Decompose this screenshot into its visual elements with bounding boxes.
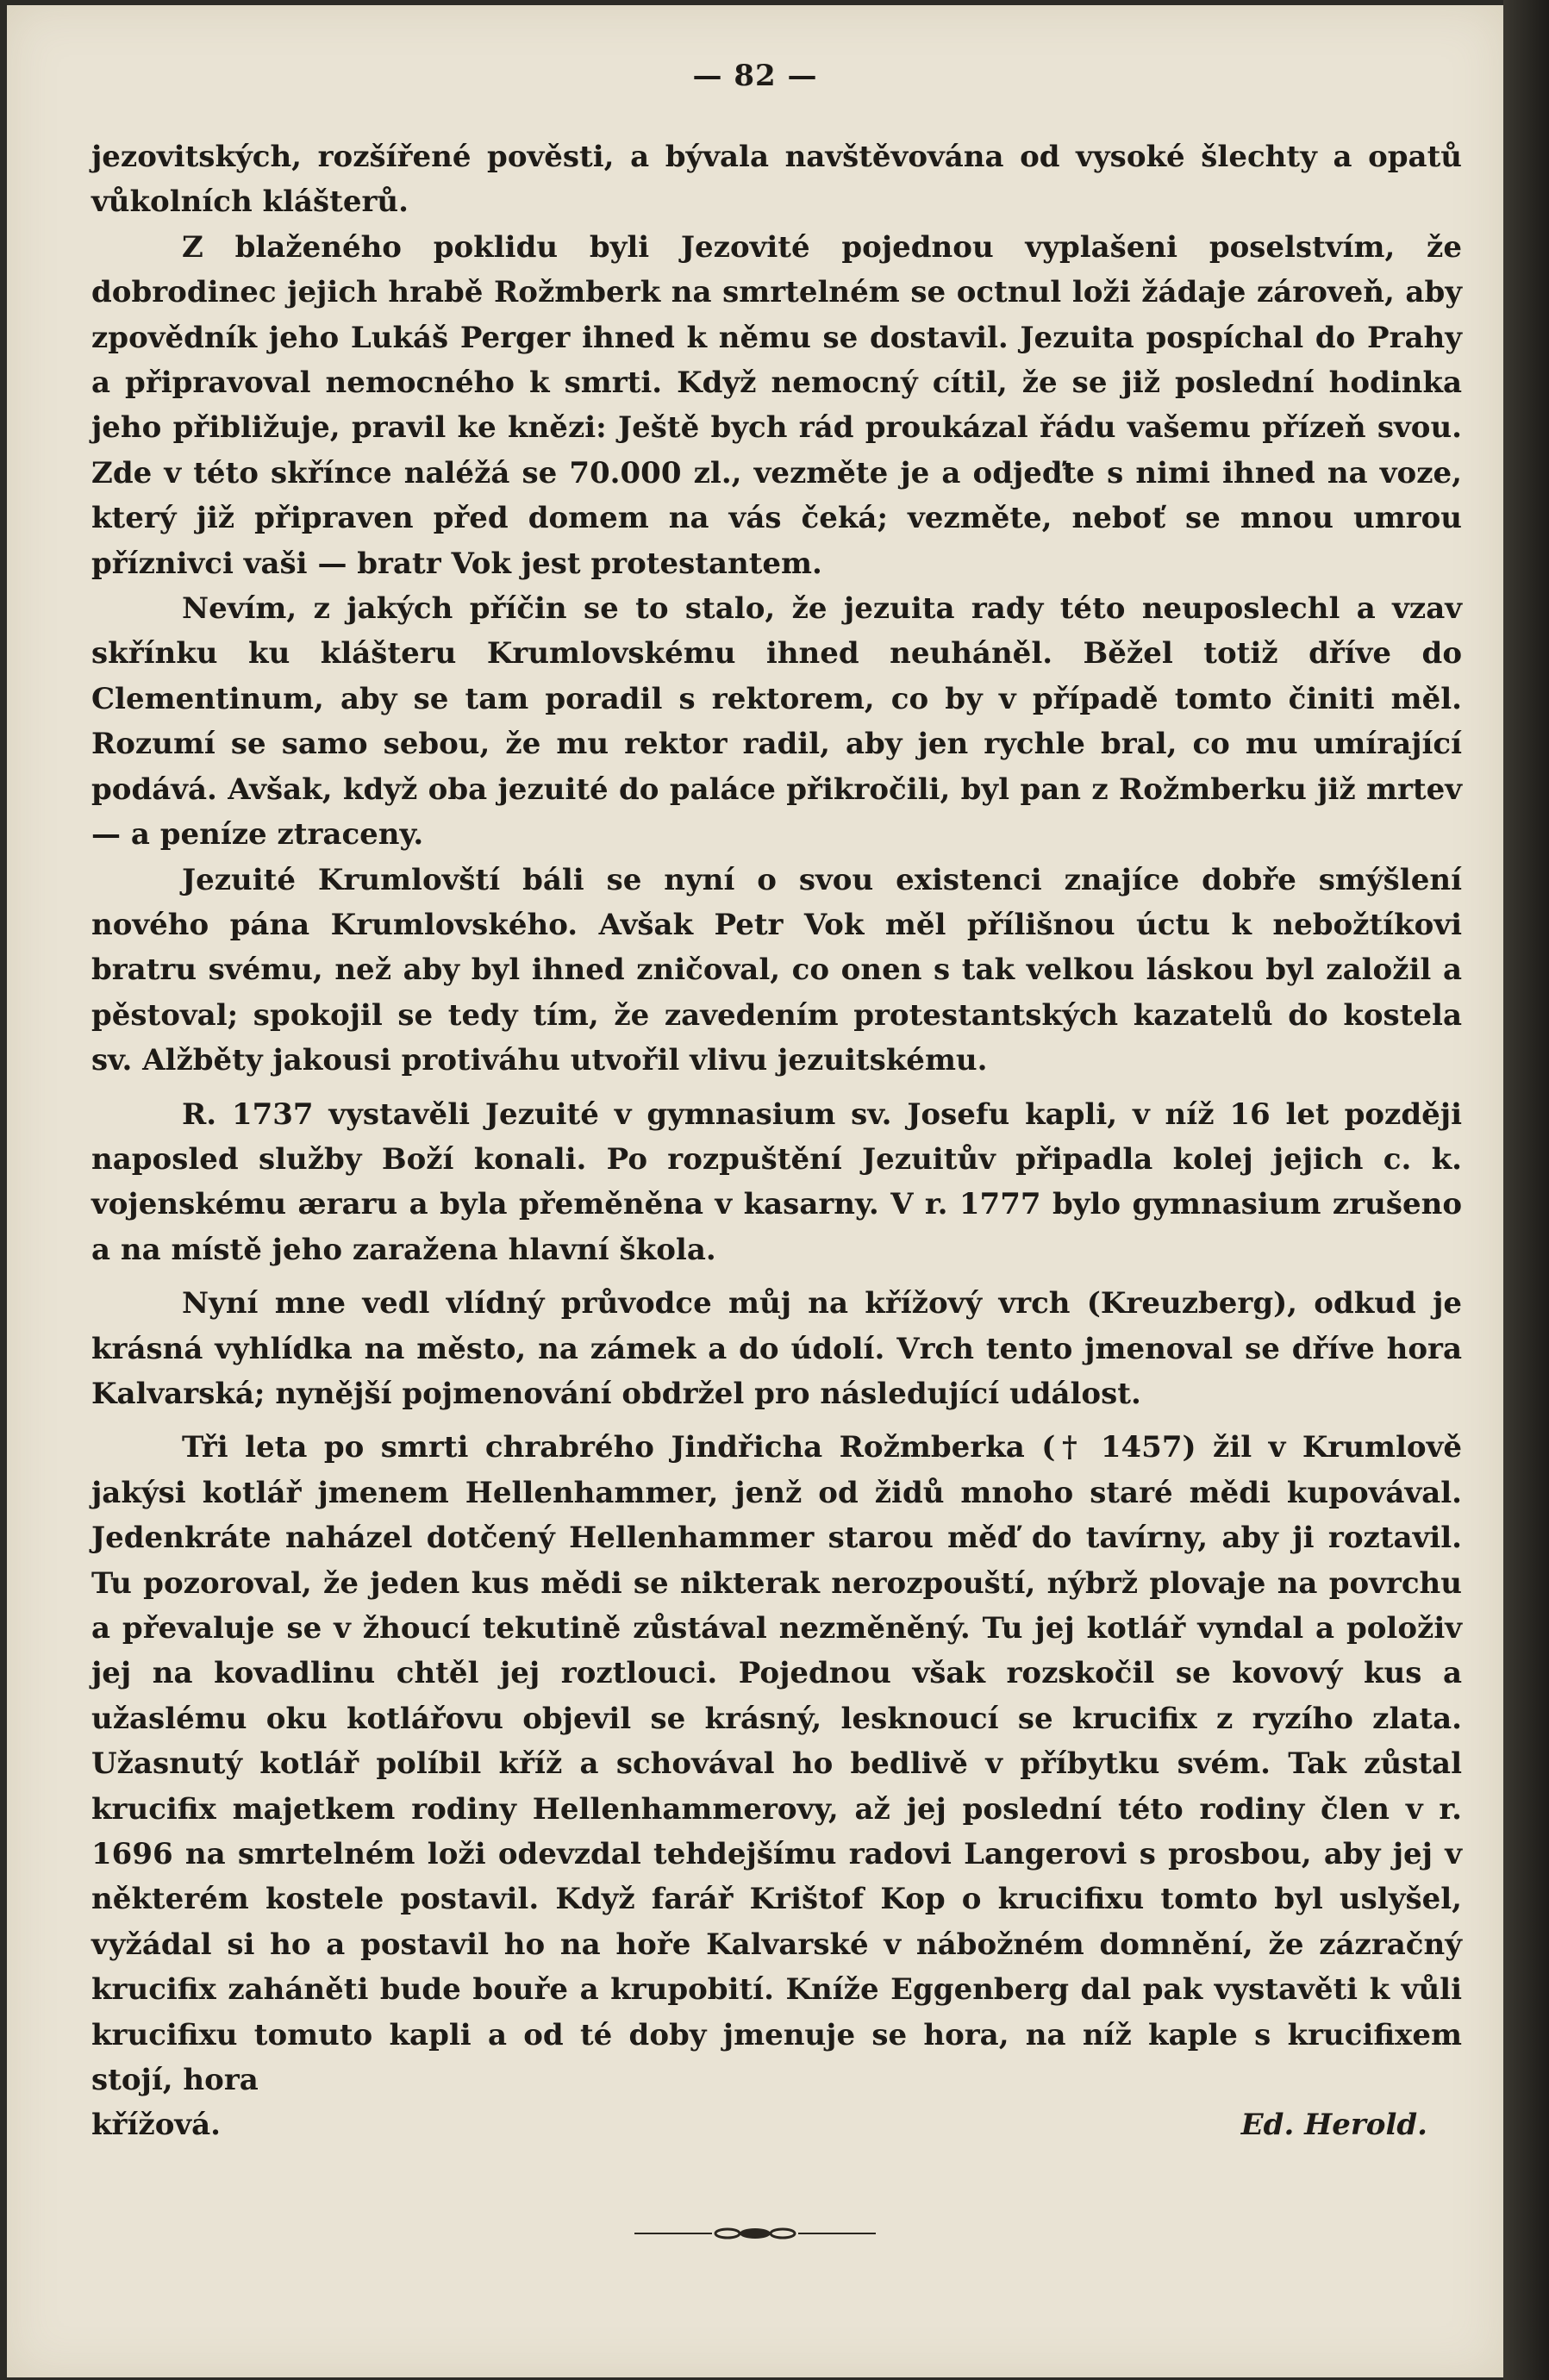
paragraph: Nevím, z jakých příčin se to stalo, že jezuita rady této neuposlechl a vzav skřínku ku klášteru Krumlovskému ihned neuháněl. Běžel totiž dříve do Clementinum, aby se tam poradil s rektorem, co by v případě tomto činiti měl. Rozumí se samo sebou, že mu rektor radil, aby jen rychle bral, co mu umírající podává. Avšak, když oba jezuité do paláce přikročili, byl pan z Rožmberku již mrtev — a peníze ztraceny. — [91, 591, 1462, 853]
book-page — [7, 5, 1503, 2377]
paragraph: Tři leta po smrti chrabrého Jindřicha Rožmberka († 1457) žil v Krumlově jakýsi kotlář jmenem Hellenhammer, jenž od židů mnoho staré mědi kupovával. Jedenkráte naházel dotčený Hellenhammer starou měď do tavírny, aby ji roztavil. Tu pozoroval, že jeden kus mědi se nikterak nerozpouští, nýbrž plovaje na povrchu a převaluje se v žhoucí tekutině zůstával nezměněný. Tu jej kotlář vyndal a položiv jej na kovadlinu chtěl jej roztlouci. Pojednou však rozskočil se kovový kus a užaslému oku kotlářovu objevil se krásný, lesknoucí se krucifix z ryzího zlata. Užasnutý kotlář políbil kříž a schovával ho bedlivě v příbytku svém. Tak zůstal krucifix majetkem rodiny Hellenhammerovy, až jej poslední této rodiny člen v r. 1696 na smrtelném loži odevzdal tehdejšímu radovi Langerovi s prosbou, aby jej v některém kostele postavil. Když farář Krištof Kop o krucifixu tomto byl uslyšel, vyžádal si ho a postavil ho na hoře Kalvarské v nábožném domnění, že zázračný krucifix zaháněti bude bouře a krupobití. Kníže Eggenberg dal pak vystavěti k vůli krucifixu tomuto kapli a od té doby jmenuje se hora, na níž kaple s krucifixem stojí, hora — [91, 1430, 1462, 2098]
page-number: — 82 — — [692, 59, 818, 93]
book-binding-edge — [1503, 0, 1549, 2380]
closing-line — [91, 2102, 1462, 2147]
ornament — [7, 2225, 1503, 2242]
decorative-rule-icon — [626, 2225, 884, 2242]
paragraph: Nyní mne vedl vlídný průvodce můj na křížový vrch (Kreuzberg), odkud je krásná vyhlídka na město, na zámek a do údolí. Vrch tento jmenoval se dříve hora Kalvarská; nynější pojmenování obdržel pro následující událost. — [91, 1286, 1462, 1411]
closing-word: křížová. — [91, 2108, 221, 2143]
paragraph: Z blaženého poklidu byli Jezovité pojednou vyplašeni poselstvím, že dobrodinec jejich hrabě Rožmberk na smrtelném se octnul loži žádaje zároveň, aby zpovědník jeho Lukáš Perger ihned k němu se dostavil. Jezuita pospíchal do Prahy a připravoval nemocného k smrti. Když nemocný cítil, že se již poslední hodinka jeho přibližuje, pravil ke knězi: Ještě bych rád proukázal řádu vašemu přízeň svou. Zde v této skřínce naléžá se 70.000 zl., vezměte je a odjeďte s nimi ihned na voze, který již připraven před domem na vás čeká; vezměte, neboť se mnou umrou příznivci vaši — bratr Vok jest protestantem. — [91, 229, 1462, 581]
paragraph: Jezuité Krumlovští báli se nyní o svou existenci znajíce dobře smýšlení nového pána Krumlovského. Avšak Petr Vok měl přílišnou úctu k nebožtíkovi bratru svému, než aby byl ihned zničoval, co onen s tak velkou láskou byl založil a pěstoval; spokojil se tedy tím, že zavedením protestantských kazatelů do kostela sv. Alžběty jakousi protiváhu utvořil vlivu jezuitskému. — [91, 862, 1462, 1078]
paragraph: R. 1737 vystavěli Jezuité v gymnasium sv. Josefu kapli, v níž 16 let později naposled služby Boží konali. Po rozpuštění Jezuitův připadla kolej jejich c. k. vojenskému æraru a byla přeměněna v kasarny. V r. 1777 bylo gymnasium zrušeno a na místě jeho zaražena hlavní škola. — [91, 1096, 1462, 1267]
author-signature: Ed. Herold. — [1240, 2108, 1427, 2143]
body-text — [91, 134, 1462, 2148]
paragraph: jezovitských, rozšířené pověsti, a bývala navštěvována od vysoké šlechty a opatů vůkolních klášterů. — [91, 140, 1462, 220]
